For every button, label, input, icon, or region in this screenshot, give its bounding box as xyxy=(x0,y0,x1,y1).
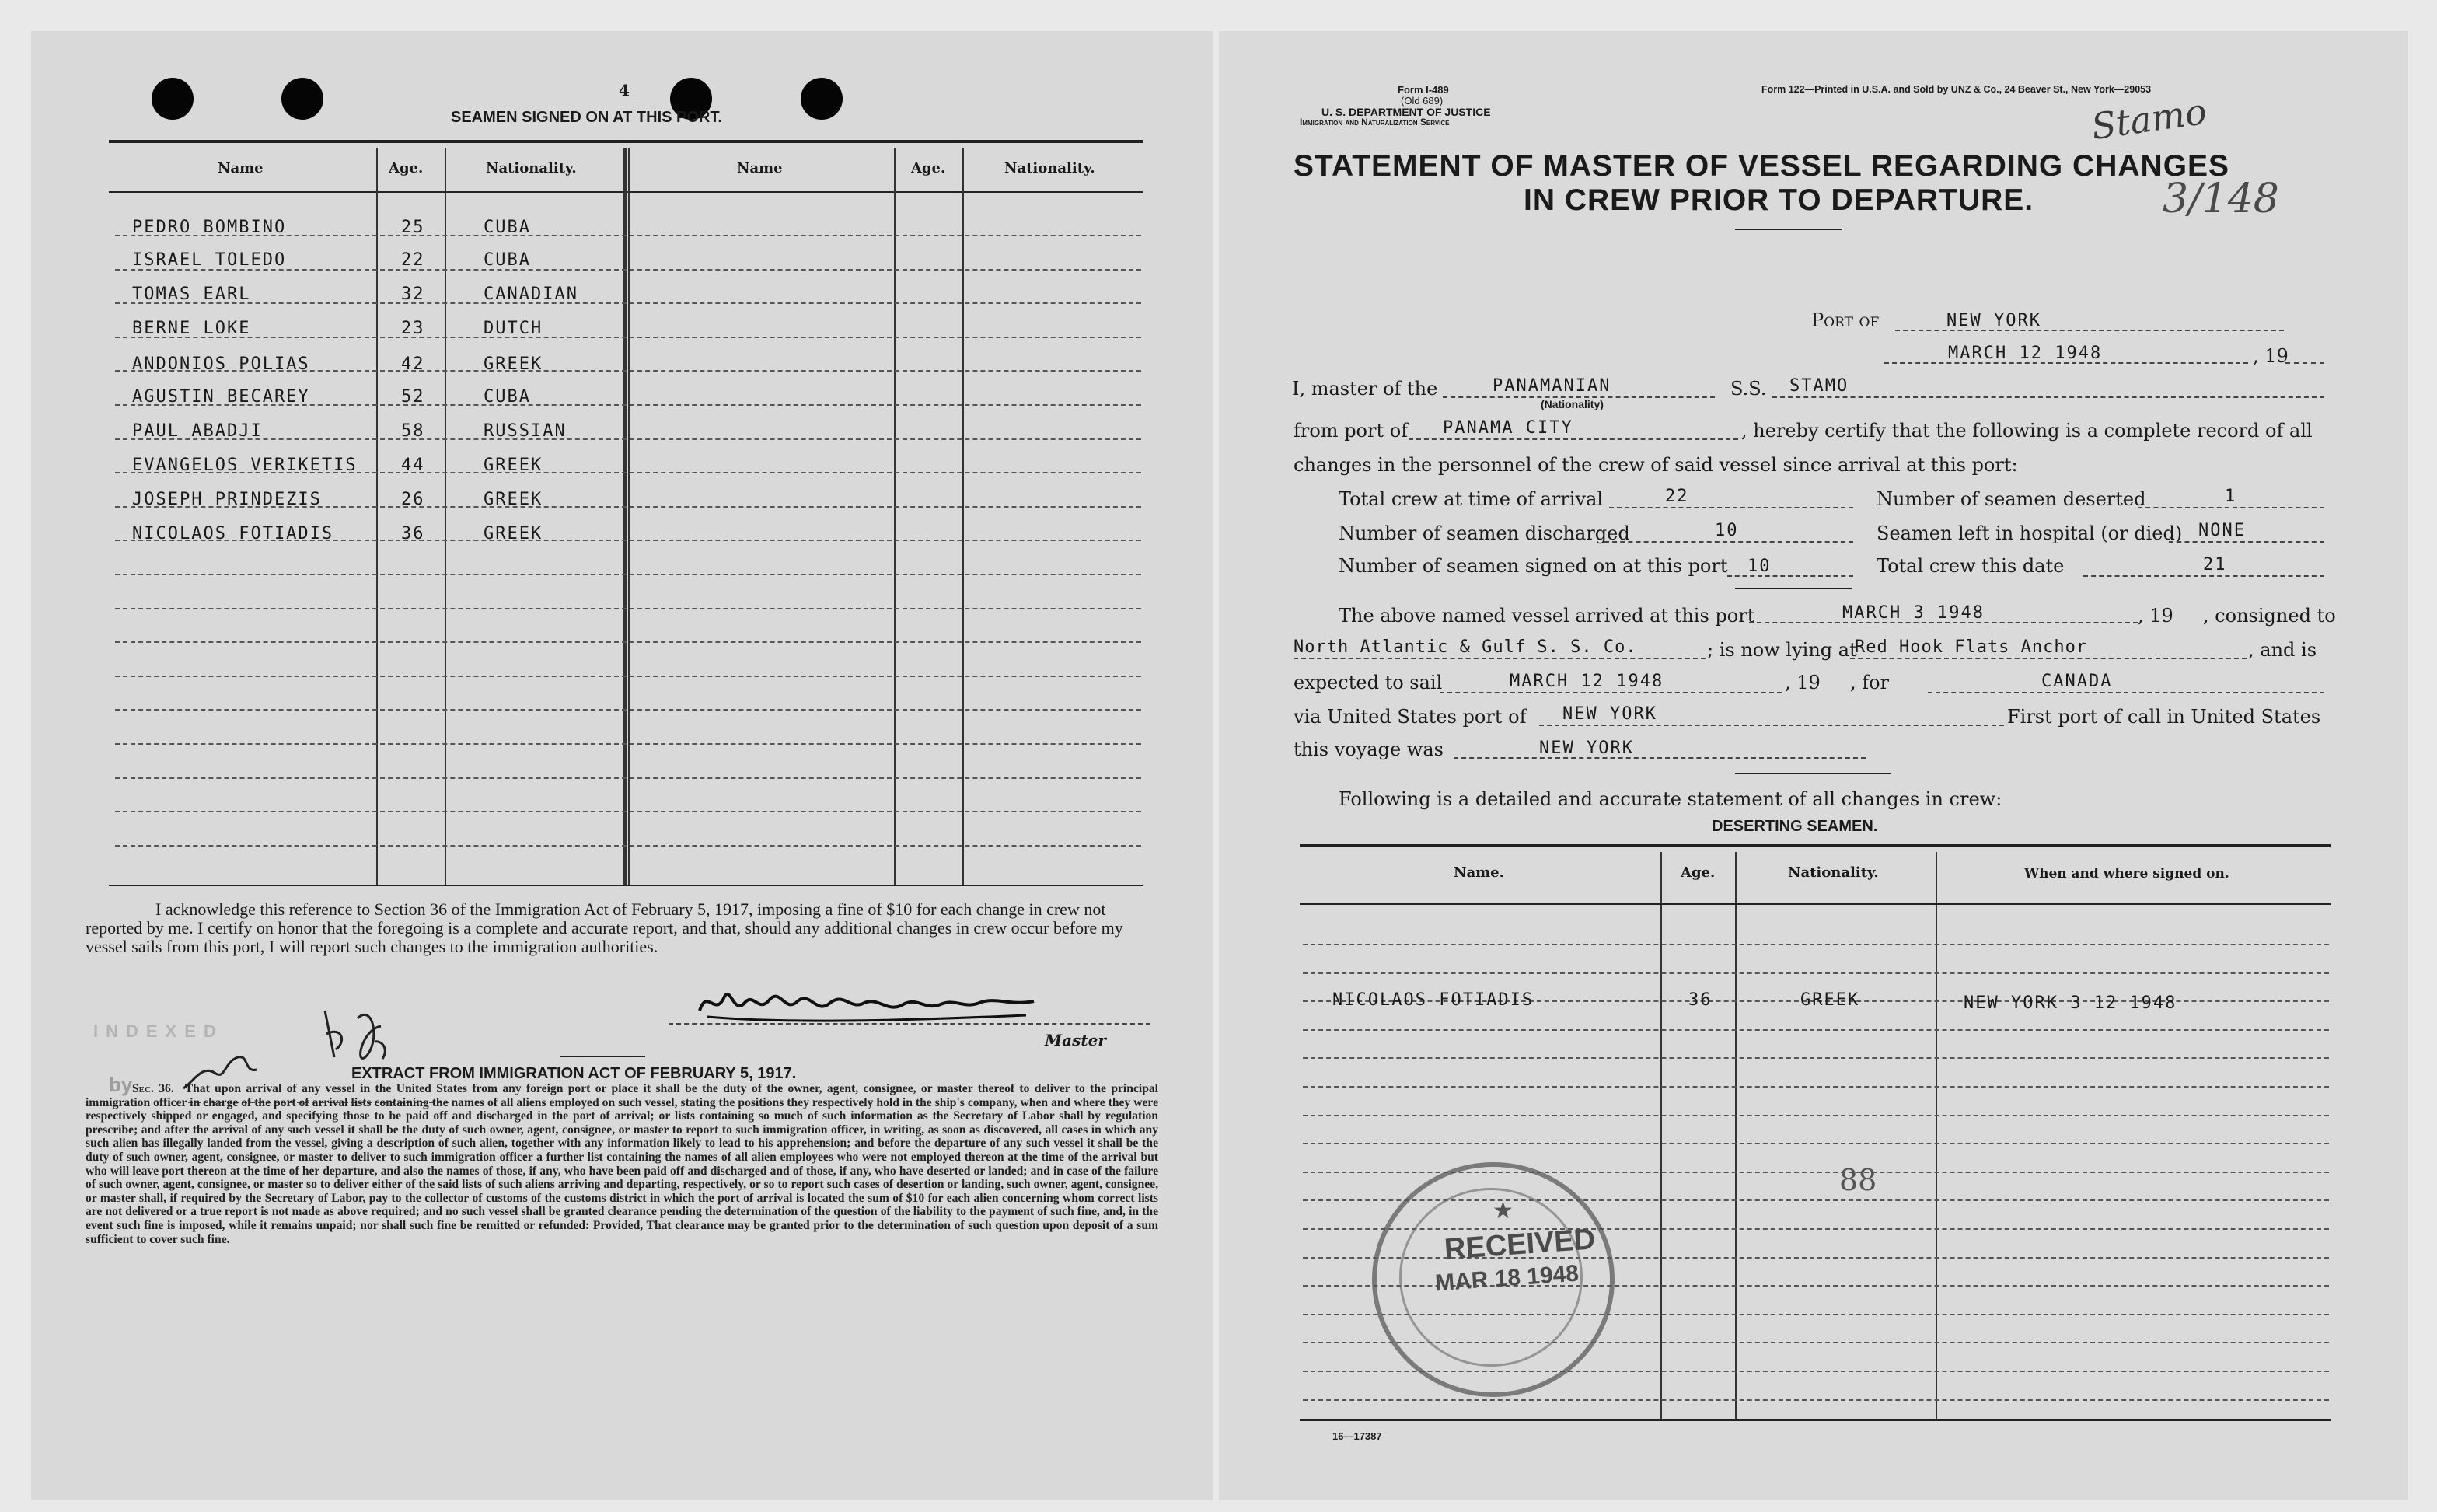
deserted-line xyxy=(2138,507,2324,508)
ruled-row-line xyxy=(1303,1399,2329,1401)
ruled-row-line xyxy=(115,845,1141,847)
table-row-name: AGUSTIN BECAREY xyxy=(132,387,310,407)
form-old: (Old 689) xyxy=(1401,95,1444,107)
vessel-line xyxy=(1772,396,2324,398)
table-row-nationality: GREEK xyxy=(484,524,543,543)
desert-row-signed: NEW YORK 3 12 1948 xyxy=(1964,993,2177,1013)
total-crew-arrival-line xyxy=(1609,507,1853,508)
desert-header-rule xyxy=(1300,903,2331,905)
indexed-stamp: INDEXED xyxy=(93,1021,224,1041)
punch-hole xyxy=(281,78,323,120)
table-row-nationality: CUBA xyxy=(484,250,531,270)
expected-label: expected to sail xyxy=(1294,672,1443,693)
table-col-divider xyxy=(962,148,964,885)
desert-table-top xyxy=(1300,844,2331,847)
page-title-line1: STATEMENT OF MASTER OF VESSEL REGARDING CHANGES xyxy=(1294,149,2230,183)
ruled-row-line xyxy=(115,641,1141,643)
ruled-row-line xyxy=(115,337,1141,338)
handwritten-number: 88 xyxy=(1839,1163,1877,1197)
for-label: , 19 , for xyxy=(1785,672,1890,693)
ruled-row-line xyxy=(115,709,1141,711)
ruled-row-line xyxy=(1303,1115,2329,1116)
table-row-nationality: CUBA xyxy=(484,218,531,237)
from-port-line xyxy=(1409,438,1738,440)
first-port-label: First port of call in United States xyxy=(2007,706,2321,728)
table-row-name: BERNE LOKE xyxy=(132,319,251,338)
table-col-divider xyxy=(623,148,627,885)
lying-label: ; is now lying at xyxy=(1707,639,1857,661)
printer-note: Form 122—Printed in U.S.A. and Sold by UNZ & Co., 24 Beaver St., New York—29053 xyxy=(1761,84,2152,95)
table-row-nationality: CANADIAN xyxy=(484,285,578,304)
deserted-label: Number of seamen deserted xyxy=(1877,488,2146,510)
col-header-nationality-2: Nationality. xyxy=(1004,160,1095,176)
col-header-nationality: Nationality. xyxy=(486,160,577,176)
ruled-row-line xyxy=(1303,1029,2329,1031)
form-number: Form I-489 xyxy=(1398,84,1449,96)
table-row-age: 23 xyxy=(401,319,425,338)
col-header-age: Age. xyxy=(389,160,424,176)
and-is: , and is xyxy=(2248,639,2317,661)
ruled-row-line xyxy=(115,302,1141,304)
via-label: via United States port of xyxy=(1294,706,1527,728)
ruled-row-line xyxy=(115,676,1141,677)
title-underline xyxy=(1735,229,1842,230)
port-value: NEW YORK xyxy=(1946,311,2041,330)
hospital-label: Seamen left in hospital (or died) xyxy=(1877,522,2183,544)
lying-line xyxy=(1850,658,2247,659)
table-row-age: 52 xyxy=(401,387,425,407)
ruled-row-line xyxy=(1303,1057,2329,1059)
deserting-title: DESERTING SEAMEN. xyxy=(1712,818,1878,835)
discharged-line xyxy=(1604,541,1853,543)
desert-col-divider xyxy=(1735,852,1737,1419)
master-label: Master xyxy=(1045,1031,1106,1049)
legal-section-text xyxy=(86,1082,1158,1246)
year-line xyxy=(2285,362,2324,364)
table-row-age: 22 xyxy=(401,250,425,270)
from-port-label: from port of xyxy=(1294,420,1409,442)
lying-value: Red Hook Flats Anchor xyxy=(1855,637,2088,657)
nationality-caption: (Nationality) xyxy=(1541,398,1604,410)
handwritten-date: 3/148 xyxy=(2163,176,2279,222)
table-row-name: NICOLAOS FOTIADIS xyxy=(132,524,334,543)
table-row-nationality: CUBA xyxy=(484,387,531,407)
extract-title: EXTRACT FROM IMMIGRATION ACT OF FEBRUARY 5, 1917. xyxy=(351,1065,797,1082)
signed-on-label: Number of seamen signed on at this port xyxy=(1339,555,1728,577)
voyage-line xyxy=(1454,757,1866,759)
table-col-divider xyxy=(376,148,378,885)
port-label: Port of xyxy=(1811,309,1880,331)
table-row-age: 32 xyxy=(401,285,425,304)
handwritten-vessel: Stamo xyxy=(2088,89,2209,148)
table-row-nationality: GREEK xyxy=(484,456,543,475)
certify-text: , hereby certify that the following is a complete record of all xyxy=(1741,420,2313,442)
punch-hole xyxy=(801,78,843,120)
ruled-row-line xyxy=(115,777,1141,779)
ruled-row-line xyxy=(115,438,1141,440)
discharged-label: Number of seamen discharged xyxy=(1339,522,1630,544)
stamp-received: RECEIVED xyxy=(1443,1223,1597,1266)
seamen-signed-title: SEAMEN SIGNED ON AT THIS PORT. xyxy=(451,109,722,126)
date-value: MARCH 12 1948 xyxy=(1948,344,2103,363)
table-col-divider xyxy=(445,148,446,885)
desert-col-divider xyxy=(1660,852,1662,1419)
total-date-label: Total crew this date xyxy=(1877,555,2065,577)
desert-col-divider xyxy=(1936,852,1937,1419)
signature-separator xyxy=(560,1056,645,1057)
table-row-name: TOMAS EARL xyxy=(132,285,251,304)
stamp-date: MAR 18 1948 xyxy=(1434,1260,1580,1297)
table-row-age: 44 xyxy=(401,456,425,475)
table-row-nationality: GREEK xyxy=(484,490,543,509)
counts-rule xyxy=(1735,588,1852,589)
desert-table-bottom xyxy=(1300,1419,2331,1421)
changes-text: changes in the personnel of the crew of said vessel since arrival at this port: xyxy=(1294,454,2018,476)
nationality-value: PANAMANIAN xyxy=(1493,376,1611,396)
desert-header-age: Age. xyxy=(1681,864,1716,881)
desert-row-age: 36 xyxy=(1688,990,1713,1010)
deserted-value: 1 xyxy=(2225,487,2237,506)
desert-row-name: NICOLAOS FOTIADIS xyxy=(1332,990,1534,1010)
punch-hole xyxy=(152,78,194,120)
table-row-age: 58 xyxy=(401,421,425,441)
table-bottom-rule xyxy=(109,885,1143,886)
table-row-age: 26 xyxy=(401,490,425,509)
for-value: CANADA xyxy=(2041,672,2113,691)
total-crew-arrival-value: 22 xyxy=(1665,487,1689,506)
page-title-line2: IN CREW PRIOR TO DEPARTURE. xyxy=(1524,183,2034,217)
table-row-name: PAUL ABADJI xyxy=(132,421,263,441)
hospital-line xyxy=(2169,541,2324,543)
signed-on-value: 10 xyxy=(1747,557,1772,576)
table-row-name: ISRAEL TOLEDO xyxy=(132,250,287,270)
ss-label: S.S. xyxy=(1730,378,1767,400)
by-label: by xyxy=(109,1073,133,1096)
total-date-value: 21 xyxy=(2203,555,2227,574)
section-label: Sec. 36. xyxy=(132,1082,174,1095)
hospital-value: NONE xyxy=(2198,521,2246,540)
table-row-nationality: DUTCH xyxy=(484,319,543,338)
desert-row-nationality: GREEK xyxy=(1800,990,1860,1010)
discharged-value: 10 xyxy=(1715,521,1739,540)
ruled-row-line xyxy=(115,811,1141,812)
total-crew-arrival-label: Total crew at time of arrival xyxy=(1339,488,1604,510)
master-of-label: I, master of the xyxy=(1292,378,1438,400)
desert-header-name: Name. xyxy=(1454,864,1504,881)
ruled-row-line xyxy=(1303,972,2329,974)
ruled-row-line xyxy=(1303,944,2329,945)
footer-code: 16—17387 xyxy=(1332,1430,1382,1442)
from-port-value: PANAMA CITY xyxy=(1443,418,1573,438)
expected-line xyxy=(1440,692,1782,693)
table-row-age: 25 xyxy=(401,218,425,237)
expected-value: MARCH 12 1948 xyxy=(1510,672,1664,691)
arrived-value: MARCH 3 1948 xyxy=(1842,603,1985,623)
table-row-name: JOSEPH PRINDEZIS xyxy=(132,490,322,509)
signed-on-line xyxy=(1727,575,1853,577)
table-row-nationality: RUSSIAN xyxy=(484,421,567,441)
col-header-age-2: Age. xyxy=(911,160,946,176)
consignee-line xyxy=(1294,658,1706,659)
stamp-star-icon: ★ xyxy=(1493,1197,1514,1224)
voyage-value: NEW YORK xyxy=(1539,739,1634,758)
consigned-label: , 19 , consigned to xyxy=(2138,605,2336,627)
department: U. S. DEPARTMENT OF JUSTICE xyxy=(1321,106,1491,118)
ruled-row-line xyxy=(115,608,1141,609)
vessel-value: STAMO xyxy=(1789,376,1849,396)
for-line xyxy=(1928,692,2324,693)
master-signature xyxy=(684,979,1049,1026)
acknowledgment-text: I acknowledge this reference to Section 36 of the Immigration Act of February 5, 1917, imposing a fine of $10 for each change in crew not reported by me. I certify on honor that the foregoing is a complete and accurate report, and that, should any additional changes in crew occur before my vessel sails from this port, I will report such changes to the immigration authorities. xyxy=(86,899,1123,956)
ruled-row-line xyxy=(1303,1143,2329,1144)
voyage-rule xyxy=(1735,773,1891,774)
table-row-age: 42 xyxy=(401,354,425,374)
ruled-row-line xyxy=(1303,1086,2329,1088)
table-row-age: 36 xyxy=(401,524,425,543)
ruled-row-line xyxy=(115,743,1141,745)
table-row-name: ANDONIOS POLIAS xyxy=(132,354,310,374)
table-row-name: PEDRO BOMBINO xyxy=(132,218,287,237)
following-text: Following is a detailed and accurate statement of all changes in crew: xyxy=(1339,788,2002,810)
table-row-nationality: GREEK xyxy=(484,354,543,374)
table-col-divider xyxy=(894,148,896,885)
voyage-label: this voyage was xyxy=(1294,739,1444,760)
total-date-line xyxy=(2083,575,2324,577)
ruled-row-line xyxy=(115,574,1141,575)
master-signature-line xyxy=(669,1023,1150,1025)
desert-header-nationality: Nationality. xyxy=(1788,864,1879,881)
table-row-name: EVANGELOS VERIKETIS xyxy=(132,456,358,475)
col-header-name: Name xyxy=(218,160,264,176)
year-suffix: , 19 xyxy=(2253,345,2289,367)
table-col-divider xyxy=(628,148,630,885)
desert-header-signed: When and where signed on. xyxy=(2024,866,2229,882)
arrived-label: The above named vessel arrived at this port xyxy=(1339,605,1755,627)
via-value: NEW YORK xyxy=(1562,704,1657,724)
col-header-name-2: Name xyxy=(737,160,783,176)
table-top-rule xyxy=(109,140,1143,143)
service: Immigration and Naturalization Service xyxy=(1300,117,1450,127)
legal-body: That upon arrival of any vessel in the United States from any foreign port or place it shall be the duty of the owner, agent, consignee, or master thereof to deliver to the principal immigration officer in charge of the port of arrival lists containing the names of all aliens employed on such vessel, stating the positions they respectively hold in the ship's company, when and where they were respectively shipped or engaged, and specifying those to be paid off and discharged in the port of arrival; or lists containing so much of such information as the Secretary of Labor shall by regulation prescribe; and after the arrival of any such vessel it shall be the duty of such owner, agent, consignee, or master to report to such immigration officer, in writing, as soon as discovered, all cases in which any such alien has illegally landed from the vessel, giving a description of such alien, together with any information likely to lead to his apprehension; and before the departure of any such vessel it shall be the duty of such owner, agent, consignee, or master to deliver to such immigration officer a further list containing the names of all alien employees who were not employed thereon at the time of the arrival but who will leave port thereon at the time of her departure, and also the names of those, if any, who have been paid off and discharged and of those, if any, who have deserted or landed; and in case of the failure of such owner, agent, consignee, or master so to deliver either of the said lists of such aliens arriving and departing, respectively, or so to report such cases of desertion or landing, such owner, agent, consignee, or master shall, if required by the Secretary of Labor, pay to the collector of customs of the customs district in which the port of arrival is located the sum of $10 for each alien concerning whom correct lists are not delivered or a true report is not made as above required; and no such vessel shall be granted clearance pending the determination of the question of the liability to the payment of such fine, and, in the event such fine is imposed, while it remains unpaid; nor shall such fine be remitted or refunded: Provided, That clearance may be granted prior to the determination of such question upon deposit of a sum sufficient to cover such fine. xyxy=(86,1082,1158,1246)
consignee-value: North Atlantic & Gulf S. S. Co. xyxy=(1294,637,1637,657)
via-line xyxy=(1539,725,2004,726)
page-number: 4 xyxy=(619,81,630,100)
